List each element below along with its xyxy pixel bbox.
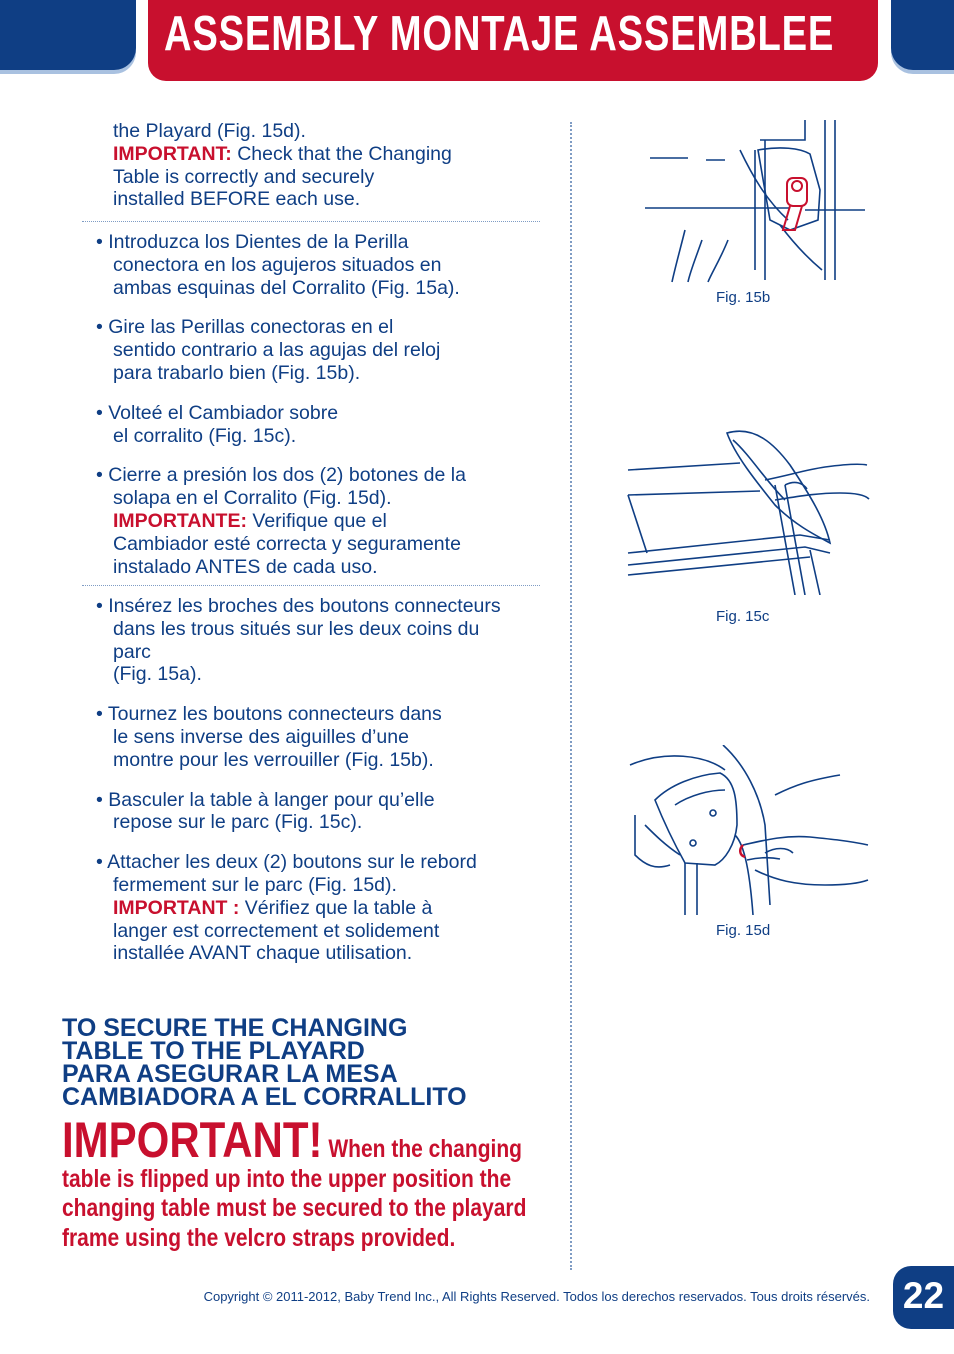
heading-line: TO SECURE THE CHANGING [62,1014,408,1042]
english-section [82,120,562,211]
fig-15c-caption: Fig. 15c [716,608,770,625]
text-line: dans les trous situés sur les deux coins du [113,617,480,640]
page-number: 22 [893,1266,954,1329]
text-line: Verifique que el [246,509,387,532]
text-line: conectora en los agujeros situados en [113,253,442,276]
warning-line: table is flipped up into the upper position the [62,1164,512,1193]
important-label: IMPORTANT : [113,896,240,919]
list-item: • Introduzca los Dientes de la Perilla [96,231,409,253]
heading-line: PARA ASEGURAR LA MESA [62,1060,398,1088]
fig-15d-caption: Fig. 15d [716,922,771,939]
important-note [82,897,562,920]
text-line: instalado ANTES de cada uso. [113,555,378,578]
text-line: ambas esquinas del Corralito (Fig. 15a). [113,276,460,299]
page-header [148,0,878,81]
fig-15b-illustration [640,120,870,290]
text-line: fermement sur le parc (Fig. 15d). [113,873,397,896]
text-line: installée AVANT chaque utilisation. [113,942,413,965]
list-item: • Insérez les broches des boutons connecteurs [96,595,501,617]
text-line: installed BEFORE each use. [113,188,361,211]
text-line: Table is correctly and securely [113,165,375,188]
header-left-tab [0,0,136,70]
text-line: Check that the Changing [231,142,452,165]
text-line: para trabarlo bien (Fig. 15b). [113,361,361,384]
warning-line: When the changing [322,1135,523,1163]
text-line: solapa en el Corralito (Fig. 15d). [113,487,392,510]
list-item: • Volteé el Cambiador sobre [96,401,339,424]
heading-line: CAMBIADORA A EL CORRALLITO [62,1083,467,1111]
text-line: sentido contrario a las agujas del reloj [113,339,441,362]
column-divider [570,122,572,1270]
list-item: • Attacher les deux (2) boutons sur le rebord [96,851,477,874]
connector-knob-icon [783,178,807,230]
text-line: langer est correctement et solidement [113,919,440,942]
important-note [82,143,562,166]
list-item: • Cierre a presión los dos (2) botones de la [96,464,466,487]
header-right-tab [891,0,954,70]
heading-line: TABLE TO THE PLAYARD [62,1037,365,1065]
important-note [82,510,562,533]
text-line: repose sur le parc (Fig. 15c). [113,811,363,834]
text-line: Cambiador esté correcta y seguramente [113,532,461,555]
list-item: • Basculer la table à langer pour qu’elle [96,788,435,811]
text-line: (Fig. 15a). [113,663,202,686]
fig-15c-illustration [625,425,870,595]
text-line: montre pour les verrouiller (Fig. 15b). [113,748,434,771]
french-section [82,595,562,965]
list-item: • Tournez les boutons connecteurs dans [96,703,442,726]
text-line: parc [113,640,151,663]
list-item: • Gire las Perillas conectoras en el [96,316,394,339]
section-divider [82,221,540,222]
section-divider [82,585,540,586]
warning-line: frame using the velcro straps provided. [62,1223,456,1252]
important-label: IMPORTANT: [113,142,232,165]
spanish-section [82,231,562,578]
warning-line: changing table must be secured to the playard [62,1194,527,1222]
important-label: IMPORTANTE: [113,509,247,532]
section-heading [62,1014,467,1111]
fig-15d-illustration [625,745,870,920]
text-line: Vérifiez que la table à [239,896,433,919]
fig-15b-caption: Fig. 15b [716,289,771,306]
text-line: the Playard (Fig. 15d). [113,120,306,142]
page-title: ASSEMBLY MONTAJE ASSEMBLEE [164,7,835,61]
important-heading: IMPORTANT! [62,1112,323,1168]
text-line: el corralito (Fig. 15c). [113,424,297,447]
important-warning [62,1112,532,1253]
text-line: le sens inverse des aiguilles d’une [113,725,409,748]
copyright-text: Copyright © 2011-2012, Baby Trend Inc., All Rights Reserved. Todos los derechos reservados. Tous droits réservés. [203,1289,870,1304]
